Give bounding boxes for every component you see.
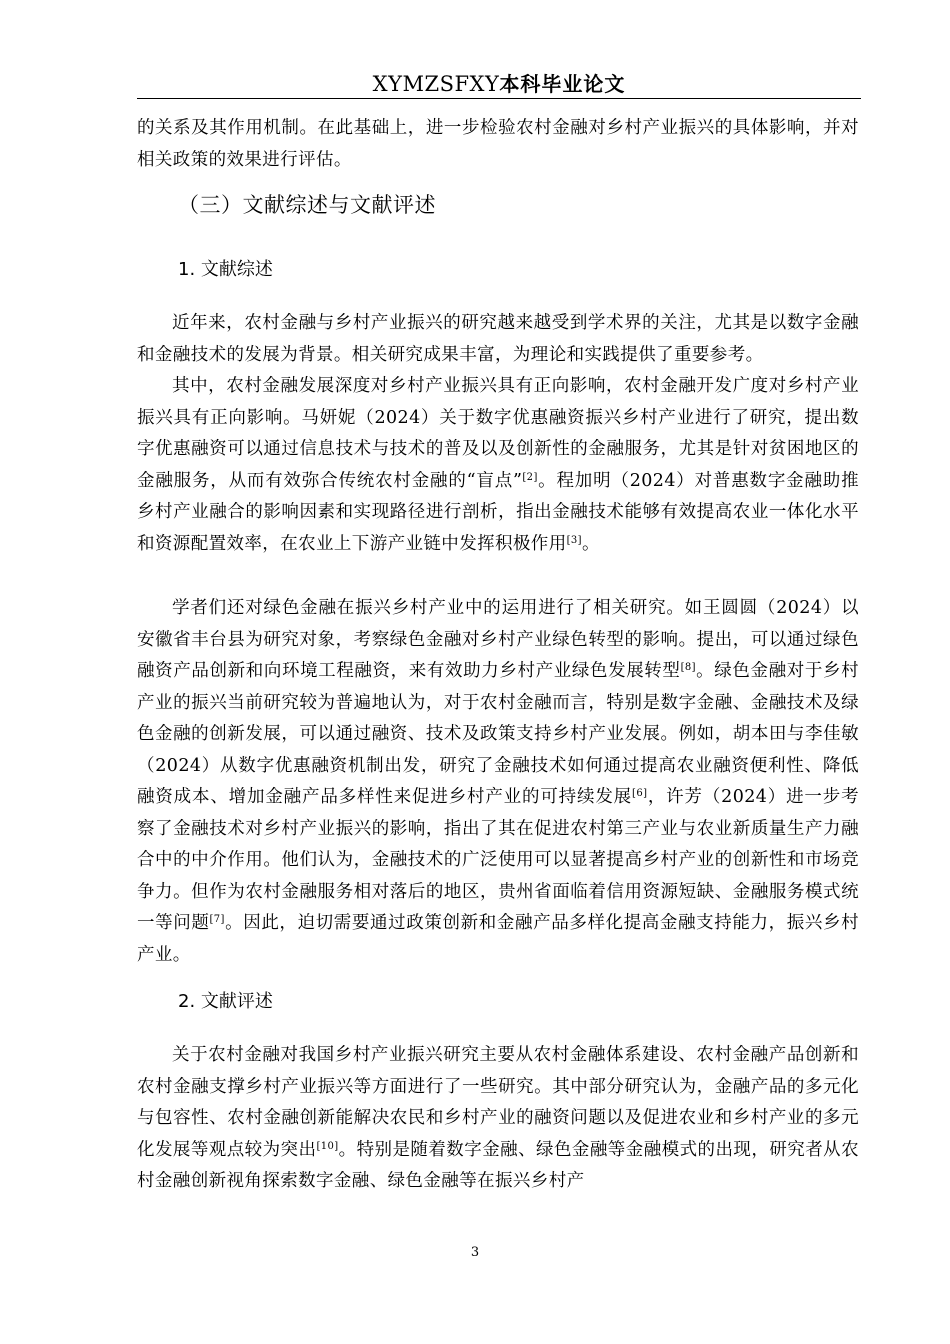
citation-3: [3] <box>566 534 582 546</box>
header-rule <box>137 98 861 99</box>
citation-2: [2] <box>522 471 538 483</box>
citation-7: [7] <box>209 914 225 925</box>
paragraph-3-text-b: 。绿色金融对于乡村产业的振兴当前研究较为普遍地认为，对于农村金融而言，特别是数字金融、金融技术及绿色金融的创新发展，可以通过融资、技术及政策支持乡村产业发展。例如，胡本田与李佳敏（2024）从数字优惠融资机制出发，研究了金融技术如何通过提高农业融资便利性、降低融资成本、增加金融产品多样性来促进乡村产业的可持续发展 <box>137 661 860 807</box>
paragraph-3-text-d: 。因此，迫切需要通过政策创新和金融产品多样化提高金融支持能力，振兴乡村产业。 <box>137 913 859 965</box>
paragraph-2-text-a: 其中，农村金融发展深度对乡村产业振兴具有正向影响，农村金融开发广度对乡村产业振兴具有正向影响。马妍妮（2024）关于数字优惠融资振兴乡村产业进行了研究，提出数字优惠融资可以通过信息技术与技术的普及以及创新性的金融服务，尤其是针对贫困地区的金融服务，从而有效弥合传统农村金融的“盲点” <box>137 376 859 491</box>
citation-8: [8] <box>680 662 696 673</box>
subsection-heading-1: 1. 文献综述 <box>178 259 273 280</box>
paragraph-4-text-a: 关于农村金融对我国乡村产业振兴研究主要从农村金融体系建设、农村金融产品创新和农村金融支撑乡村产业振兴等方面进行了一些研究。其中部分研究认为，金融产品的多元化与包容性、农村金融创新能解决农民和乡村产业的融资问题以及促进农业和乡村产业的多元化发展等观点较为突出 <box>137 1045 859 1160</box>
running-header <box>137 70 861 98</box>
page-number: 3 <box>470 1245 480 1260</box>
header-title-latin: XYMZSFXY <box>372 72 500 96</box>
section-heading: （三）文献综述与文献评述 <box>178 193 436 217</box>
paragraph-3-text-c: ，许芳（2024）进一步考察了金融技术对乡村产业振兴的影响，指出了其在促进农村第三产业与农业新质量生产力融合中的中介作用。他们认为，金融技术的广泛使用可以显著提高乡村产业的创新性和市场竞争力。但作为农村金融服务相对落后的地区，贵州省面临着信用资源短缺、金融服务模式统一等问题 <box>137 787 859 933</box>
paragraph-3-text-a: 学者们还对绿色金融在振兴乡村产业中的运用进行了相关研究。如王圆圆（2024）以安徽省丰台县为研究对象，考察绿色金融对乡村产业绿色转型的影响。提出，可以通过绿色融资产品创新和向环境工程融资，来有效助力乡村产业绿色发展转型 <box>137 598 859 681</box>
continuation-paragraph: 的关系及其作用机制。在此基础上，进一步检验农村金融对乡村产业振兴的具体影响，并对相关政策的效果进行评估。 <box>137 118 859 170</box>
subsection-heading-2: 2. 文献评述 <box>178 991 273 1012</box>
paragraph-1: 近年来，农村金融与乡村产业振兴的研究越来越受到学术界的关注，尤其是以数字金融和金融技术的发展为背景。相关研究成果丰富，为理论和实践提供了重要参考。 <box>137 313 859 365</box>
citation-10: [10] <box>316 1140 339 1152</box>
paragraph-2-text-b: 。程加明（2024）对普惠数字金融助推乡村产业融合的影响因素和实现路径进行剖析，指出金融技术能够有效提高农业一体化水平和资源配置效率，在农业上下游产业链中发挥积极作用 <box>137 470 859 554</box>
citation-6: [6] <box>632 788 648 799</box>
paragraph-2-text-c: 。 <box>581 533 600 554</box>
paragraph-3 <box>137 593 859 971</box>
paragraph-4 <box>137 1040 859 1198</box>
paragraph-4-text-b: 。特别是随着数字金融、绿色金融等金融模式的出现，研究者从农村金融创新视角探索数字金融、绿色金融等在振兴乡村产 <box>137 1139 859 1191</box>
paragraph-2 <box>137 371 859 560</box>
header-title-cn: 本科毕业论文 <box>499 72 626 96</box>
